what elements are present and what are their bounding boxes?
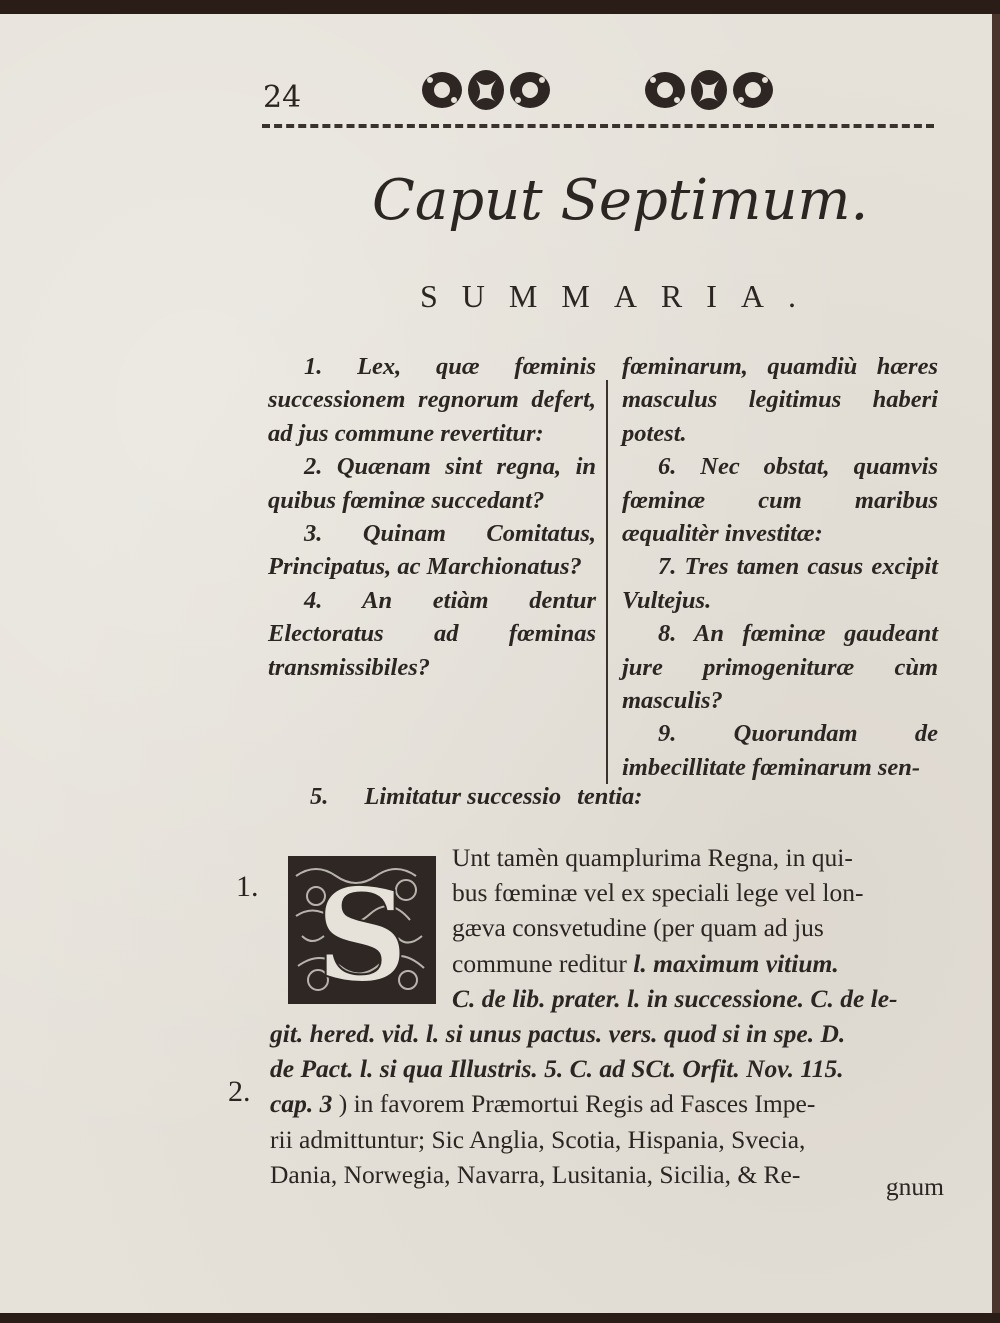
summary-item-8: 8. An fœminæ gaudeant jure primogenituræ cùm masculis? — [622, 620, 938, 715]
summary-item-6: 6. Nec obstat, quamvis fœminæ cum maribus æqualitèr investitæ: — [622, 453, 938, 548]
catchword: gnum — [885, 1172, 944, 1201]
bottom-edge — [0, 1313, 1000, 1323]
right-edge — [992, 14, 1000, 1314]
summary-item-5: 5. Limitatur successio tentia: — [310, 783, 643, 810]
ornament-right-icon — [642, 66, 776, 114]
summary-item-1: 1. Lex, quæ fœminis successionem regnorum defert, ad jus commune revertitur: — [268, 353, 596, 447]
summary-item-9: 9. Quorundam de imbecillitate fœminarum sen- — [622, 720, 938, 781]
margin-number-2: 2. — [228, 1075, 251, 1108]
page-number: 24 — [263, 80, 302, 115]
summary-item-5-continued: fœminarum, quamdiù hæres masculus legitimus haberi potest. — [622, 353, 938, 447]
body-line: gæva consvetudine (per quam ad jus — [452, 913, 824, 943]
body-line: C. de lib. prater. l. in successione. C. de le- — [452, 983, 898, 1013]
summary-left-column — [268, 350, 596, 684]
summary-item-3: 3. Quinam Comitatus, Principatus, ac Marchionatus? — [268, 520, 596, 581]
body-line: git. hered. vid. l. si unus pactus. vers. quod si in spe. D. — [270, 1019, 846, 1049]
ornament-left-icon — [420, 66, 552, 114]
header-rule — [262, 124, 934, 128]
column-divider — [606, 380, 608, 784]
summary-item-4: 4. An etiàm dentur Electoratus ad fœminas transmissibiles? — [268, 586, 596, 681]
summary-item-7: 7. Tres tamen casus excipit Vultejus. — [622, 553, 939, 614]
body-line: rii admittuntur; Sic Anglia, Scotia, Hispania, Svecia, — [270, 1124, 806, 1154]
summary-item-2: 2. Quænam sint regna, in quibus fœminæ succedant? — [268, 453, 596, 514]
body-line: Unt tamèn quamplurima Regna, in qui- — [452, 843, 853, 872]
margin-number-1: 1. — [236, 870, 259, 903]
body-line: bus fœminæ vel ex speciali lege vel lon- — [452, 878, 864, 908]
body-line: de Pact. l. si qua Illustris. 5. C. ad SCt. Orfit. Nov. 115. — [270, 1054, 844, 1084]
summary-heading: SUMMARIA. — [420, 278, 821, 314]
body-paragraph — [270, 840, 946, 1192]
body-line: Dania, Norwegia, Navarra, Lusitania, Sicilia, & Re- — [270, 1159, 801, 1189]
drop-cap-letter: S — [315, 861, 409, 1004]
body-line: commune reditur l. maximum vitium. — [452, 948, 839, 978]
body-line: cap. 3 ) in favorem Præmortui Regis ad Fasces Impe- — [270, 1089, 816, 1119]
summary-right-column — [622, 350, 938, 784]
chapter-title: Caput Septimum. — [372, 168, 869, 233]
